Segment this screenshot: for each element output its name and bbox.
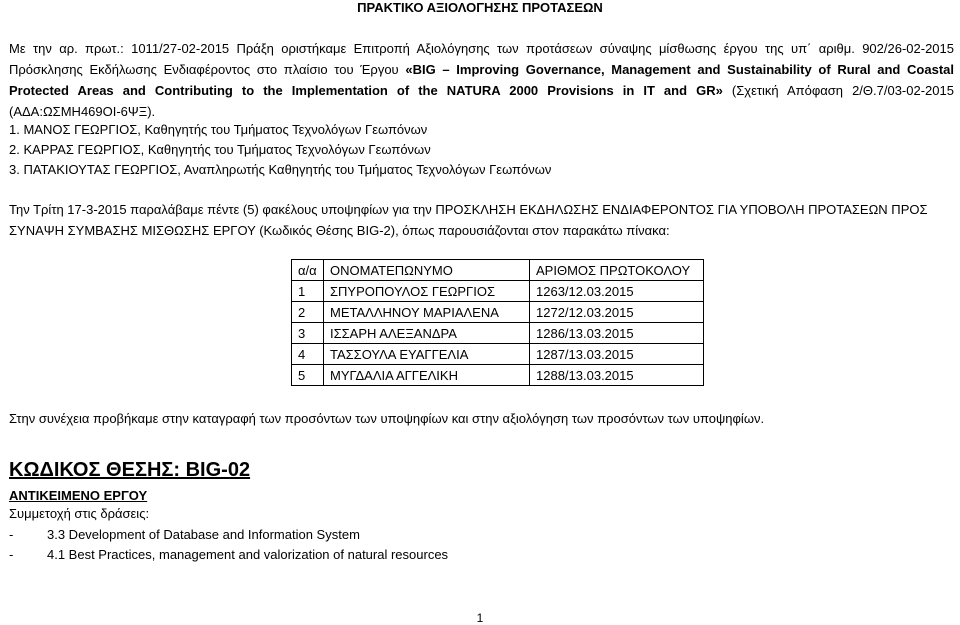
table-cell: ΤΑΣΣΟΥΛΑ ΕΥΑΓΓΕΛΙΑ (324, 344, 530, 365)
action-text: 3.3 Development of Database and Information System (47, 527, 360, 542)
table-cell: 5 (292, 365, 324, 386)
list-item (9, 545, 448, 565)
intro-text-end: (Σχετική Απόφαση 2/Θ.7/03-02-2015 (ΑΔΑ:ΩΣΜΗ469ΟΙ-6ΨΞ). (9, 83, 954, 119)
bullet-dash: - (9, 547, 14, 562)
table-row (292, 344, 704, 365)
table-cell: 1287/13.03.2015 (530, 344, 704, 365)
candidates-table (291, 259, 704, 386)
header-cell: ΑΡΙΘΜΟΣ ΠΡΩΤΟΚΟΛΟΥ (530, 260, 704, 281)
page-title: ΠΡΑΚΤΙΚΟ ΑΞΙΟΛΟΓΗΣΗΣ ΠΡΟΤΑΣΕΩΝ (357, 0, 603, 15)
intro-text-start: Με την αρ. πρωτ.: 1011/27-02-2015 Πράξη οριστήκαμε Επιτροπή Αξιολόγησης των προτάσεων σύναψης μίσθωσης έργου της υπ΄ αριθμ. 902/26-02-2015 Πρόσκλησης Εκδήλωσης Ενδιαφέροντος στο πλαίσιο του Έργου (9, 41, 954, 77)
committee-member: 2. ΚΑΡΡΑΣ ΓΕΩΡΓΙΟΣ, Καθηγητής του Τμήματος Τεχνολόγων Γεωπόνων (9, 142, 431, 157)
page-number: 1 (476, 611, 484, 625)
header-cell: α/α (292, 260, 324, 281)
table-cell: 1 (292, 281, 324, 302)
subject-heading: ΑΝΤΙΚΕΙΜΕΝΟ ΕΡΓΟΥ (9, 488, 148, 503)
table-cell: ΜΕΤΑΛΛΗΝΟΥ ΜΑΡΙΑΛΕΝΑ (324, 302, 530, 323)
actions-list (9, 525, 448, 565)
position-code-heading: ΚΩΔΙΚΟΣ ΘΕΣΗΣ: BIG-02 (9, 459, 251, 481)
header-cell: ΟΝΟΜΑΤΕΠΩΝΥΜΟ (324, 260, 530, 281)
committee-member: 3. ΠΑΤΑΚΙΟΥΤΑΣ ΓΕΩΡΓΙΟΣ, Αναπληρωτής Καθηγητής του Τμήματος Τεχνολόγων Γεωπόνων (9, 162, 552, 177)
table-cell: 1286/13.03.2015 (530, 323, 704, 344)
table-cell: 1263/12.03.2015 (530, 281, 704, 302)
project-title: «BIG – Improving Governance, Management and Sustainability of Rural and Coastal Protected Areas and Contributing to the Implementation of the NATURA 2000 Provisions in IT and GR» (9, 62, 954, 98)
table-cell: 3 (292, 323, 324, 344)
intro-paragraph (9, 38, 954, 122)
committee-list (9, 120, 551, 180)
bullet-dash: - (9, 527, 14, 542)
table-row (292, 281, 704, 302)
table-cell: 1288/13.03.2015 (530, 365, 704, 386)
table-cell: ΙΣΣΑΡΗ ΑΛΕΞΑΝΔΡΑ (324, 323, 530, 344)
table-cell: 1272/12.03.2015 (530, 302, 704, 323)
list-item (9, 525, 448, 545)
participation-label: Συμμετοχή στις δράσεις: (9, 506, 150, 521)
table-row (292, 302, 704, 323)
action-text: 4.1 Best Practices, management and valorization of natural resources (47, 547, 449, 562)
table-cell: ΣΠΥΡΟΠΟΥΛΟΣ ΓΕΩΡΓΙΟΣ (324, 281, 530, 302)
table-cell: 4 (292, 344, 324, 365)
table-header-row (292, 260, 704, 281)
receipt-paragraph: Την Τρίτη 17-3-2015 παραλάβαμε πέντε (5) φακέλους υποψηφίων για την ΠΡΟΣΚΛΗΣΗ ΕΚΔΗΛΩΣΗΣ ΕΝΔΙΑΦΕΡΟΝΤΟΣ ΓΙΑ ΥΠΟΒΟΛΗ ΠΡΟΤΑΣΕΩΝ ΠΡΟΣ ΣΥΝΑΨΗ ΣΥΜΒΑΣΗΣ ΜΙΣΘΩΣΗΣ ΕΡΓΟΥ (Κωδικός Θέσης BIG-2), όπως παρουσιάζονται στον παρακάτω πίνακα: (9, 202, 928, 238)
table-row (292, 323, 704, 344)
committee-member: 1. ΜΑΝΟΣ ΓΕΩΡΓΙΟΣ, Καθηγητής του Τμήματος Τεχνολόγων Γεωπόνων (9, 122, 428, 137)
table-row (292, 365, 704, 386)
table-cell: ΜΥΓΔΑΛΙΑ ΑΓΓΕΛΙΚΗ (324, 365, 530, 386)
table-cell: 2 (292, 302, 324, 323)
after-table-paragraph: Στην συνέχεια προβήκαμε στην καταγραφή των προσόντων των υποψηφίων και στην αξιολόγηση των προσόντων των υποψηφίων. (9, 411, 765, 426)
